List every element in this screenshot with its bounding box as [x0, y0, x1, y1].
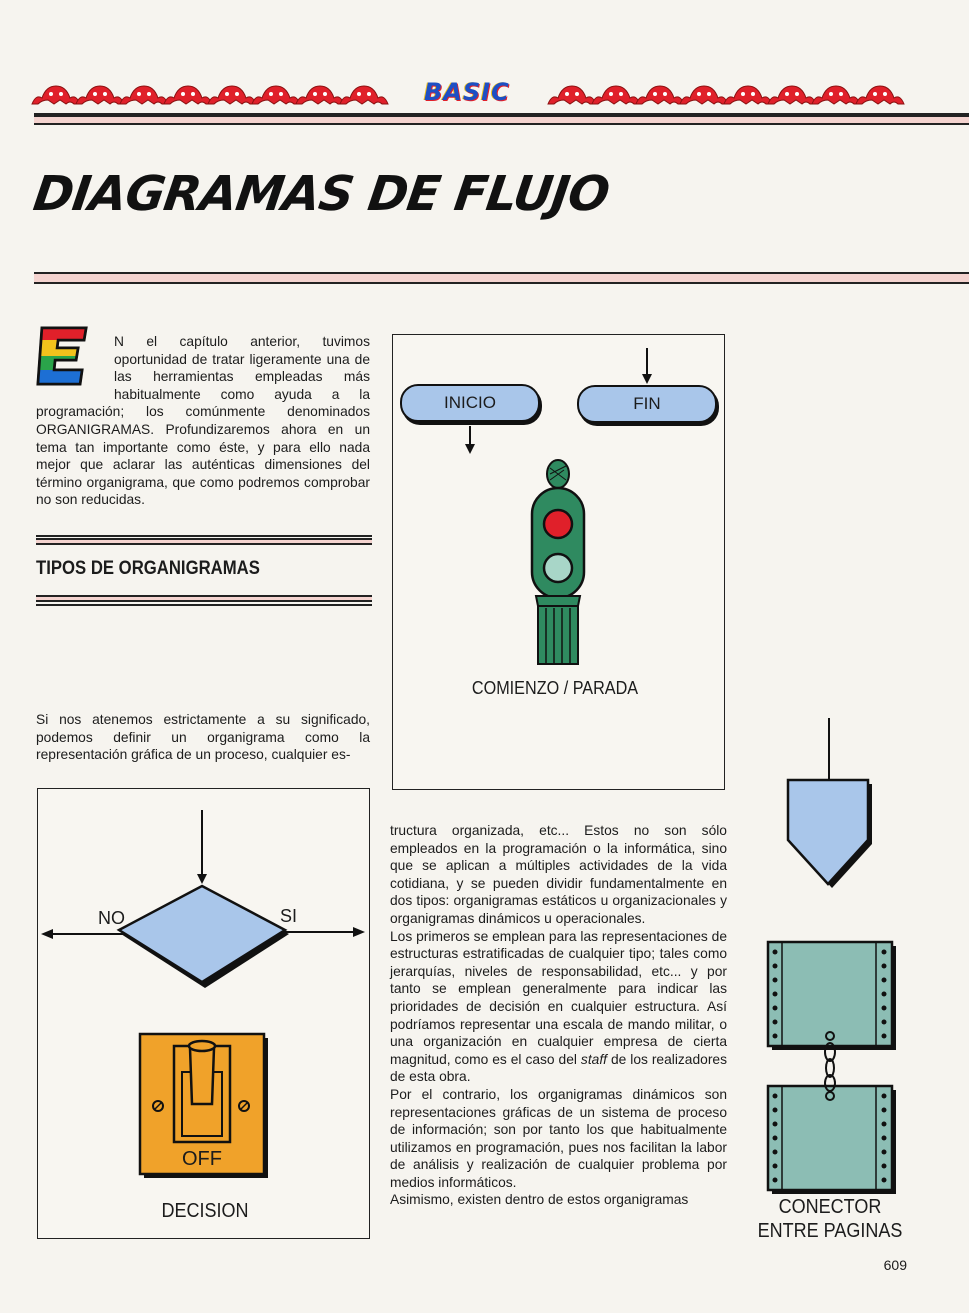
chained-pages-icon — [764, 940, 900, 1198]
decision-caption: DECISION — [161, 1200, 249, 1222]
decision-no-label: NO — [98, 908, 125, 928]
col2-paragraph-2 — [390, 928, 727, 1086]
header-band — [34, 115, 969, 125]
staff-italic: staff — [580, 1051, 607, 1067]
intro-paragraph — [36, 333, 370, 509]
basic-badge: BASIC — [424, 78, 510, 106]
start-terminal-symbol: INICIO — [400, 384, 540, 422]
off-page-connector-symbol — [782, 716, 882, 896]
section-band-top — [36, 538, 372, 545]
col2-paragraph-2a: Los primeros se emplean para las representaciones de estructuras estratificadas de cualquier tipo; tales como jerarquías, niveles de responsabilidad, etc... y por tanto se emplean generalmente para indicar las prioridades de decisión en cualquier estructura. Así podríamos representar una escala de mando militar, o una organización en cualquier empresa de cierta magnitud, como es el caso del — [390, 928, 727, 1067]
col2-paragraph-3: Por el contrario, los organigramas dinámicos son representaciones gráficas de un sistema de proceso de información; son por tanto los que habitualmente utilizamos en programación, pues nos facilitan la labor de análisis y realización de cualquier problema por medios informáticos. — [390, 1086, 727, 1190]
column2-text — [390, 822, 727, 1209]
start-stop-caption: COMIENZO / PARADA — [471, 678, 639, 698]
switch-off-label: OFF — [182, 1148, 222, 1170]
section-band-bottom — [36, 595, 372, 602]
section-rule-bottom — [36, 604, 372, 606]
intro-text: N el capítulo anterior, tuvimos oportunidad de tratar ligeramente una de las herramientas empleadas más habitualmente como ayuda a la programación; los comúnmente denominados ORGANIGRAMAS. Profundizaremos ahora en un tema tan importante como éste, y para ello nada mejor que aclarar las auténticas dimensiones del término organigrama, que como podremos comprobar no son reducidas. — [36, 334, 370, 508]
end-terminal-symbol: FIN — [577, 385, 717, 423]
col2-paragraph-4: Asimismo, existen dentro de estos organigramas — [390, 1192, 689, 1208]
col2-paragraph-1: tructura organizada, etc... Estos no son sólo empleados en la programación o la informática, sino que se aplican a múltiples actividades de la vida cotidiana, y se pueden dividir fundamentalmente en dos tipos: organigramas estáticos u organizacionales y organigramas dinámicos u operacionales. — [390, 823, 727, 926]
column1-paragraph: Si nos atenemos estrictamente a su significado, podemos definir un organigrama como la representación gráfica de un proceso, cualquier es- — [36, 712, 370, 763]
decision-yes-label: SI — [280, 906, 298, 926]
col2-paragraph-2b: de los realizadores de esta obra. — [390, 1051, 727, 1085]
section-title: TIPOS DE ORGANIGRAMAS — [36, 558, 260, 579]
page-title: DIAGRAMAS DE FLUJO — [30, 166, 613, 222]
crab-ornament-left — [32, 86, 388, 104]
title-band — [34, 272, 969, 284]
page-number: 609 — [883, 1257, 907, 1273]
traffic-light-icon — [528, 458, 588, 668]
connector-caption-line2: ENTRE PAGINAS — [757, 1220, 903, 1242]
crab-ornament-right — [548, 86, 904, 104]
connector-caption-line1: CONECTOR — [778, 1196, 882, 1218]
section-rule-top — [36, 535, 372, 537]
drop-cap-letter: E — [36, 326, 37, 327]
